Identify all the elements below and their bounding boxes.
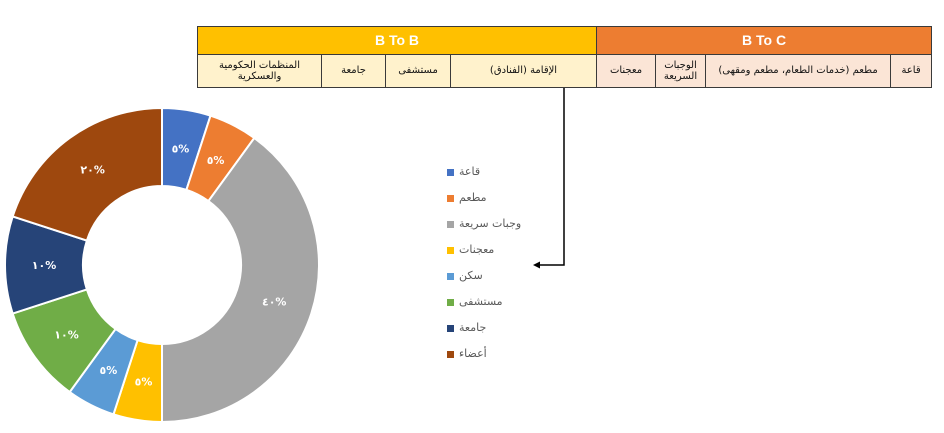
b2b-header: B To B bbox=[198, 27, 597, 55]
slice-data-label: ٥% bbox=[171, 142, 190, 156]
legend-swatch bbox=[447, 299, 454, 306]
legend-swatch bbox=[447, 169, 454, 176]
b2b-column-government: المنظمات الحكومية والعسكرية bbox=[198, 55, 322, 88]
legend-label: مستشفى bbox=[459, 295, 503, 308]
b2c-column-hall: قاعة bbox=[891, 55, 932, 88]
legend-label: وجبات سريعة bbox=[459, 217, 522, 230]
legend-label: سكن bbox=[459, 269, 483, 282]
b2b-column-hotels: الإقامة (الفنادق) bbox=[451, 55, 597, 88]
b2c-column-pastries: معجنات bbox=[597, 55, 656, 88]
legend-swatch bbox=[447, 221, 454, 228]
slice-data-label: ٤٠% bbox=[261, 295, 287, 309]
legend-swatch bbox=[447, 325, 454, 332]
legend-label: جامعة bbox=[459, 321, 487, 334]
legend bbox=[447, 165, 521, 360]
slice-data-label: ٥% bbox=[99, 364, 118, 378]
legend-label: قاعة bbox=[459, 165, 481, 178]
b2c-column-fast-food: الوجبات السريعة bbox=[656, 55, 706, 88]
legend-swatch bbox=[447, 351, 454, 358]
b2b-column-university: جامعة bbox=[322, 55, 386, 88]
slice-data-label: ١٠% bbox=[31, 259, 57, 272]
legend-swatch bbox=[447, 273, 454, 280]
slice-data-label: ٥% bbox=[206, 153, 225, 167]
legend-swatch bbox=[447, 195, 454, 202]
slice-data-label: ٥% bbox=[134, 375, 153, 389]
legend-label: معجنات bbox=[459, 243, 495, 256]
slice-data-label: ١٠% bbox=[54, 328, 79, 342]
b2b-column-hospital: مستشفى bbox=[386, 55, 451, 88]
legend-swatch bbox=[447, 247, 454, 254]
legend-label: أعضاء bbox=[459, 347, 487, 360]
slice-data-label: ٢٠% bbox=[80, 163, 105, 177]
b2c-column-restaurant: مطعم (خدمات الطعام، مطعم ومقهى) bbox=[706, 55, 891, 88]
legend-label: مطعم bbox=[459, 191, 487, 204]
b2c-header: B To C bbox=[597, 27, 932, 55]
connector-arrow bbox=[533, 88, 564, 269]
